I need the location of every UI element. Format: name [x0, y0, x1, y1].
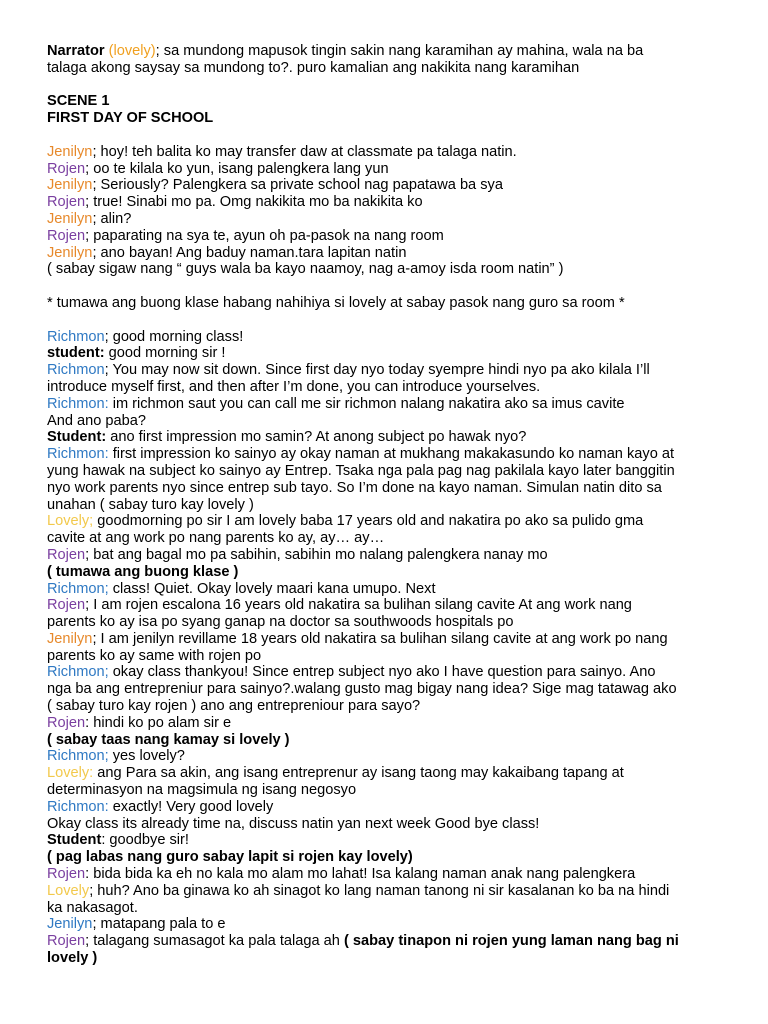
script-line — [47, 748, 737, 765]
speaker-name: Richmon: — [47, 395, 109, 412]
speaker-name: Jenilyn — [47, 177, 93, 194]
bold-text: ( sabay taas nang kamay si lovely ) — [47, 731, 290, 748]
line-text: ( sabay sigaw nang “ guys wala ba kayo naamoy, nag a-amoy isda room natin” ) — [47, 261, 564, 278]
script-line — [47, 782, 737, 799]
line-text: good morning sir ! — [104, 345, 226, 362]
script-line — [47, 832, 737, 849]
speaker-name: Richmon — [47, 328, 105, 345]
bold-text: SCENE 1 — [47, 93, 110, 110]
script-line — [47, 329, 737, 346]
line-text: ; I am jenilyn revillame 18 years old nakatira sa bulihan silang cavite at ang work po nang — [92, 630, 668, 647]
script-line — [47, 345, 737, 362]
speaker-name: Richmon: — [47, 446, 109, 463]
script-line — [47, 110, 737, 127]
speaker-name: Rojen — [47, 160, 86, 177]
script-line — [47, 413, 737, 430]
line-text: ; ano bayan! Ang baduy naman.tara lapitan natin — [92, 244, 407, 261]
line-text: ; oo te kilala ko yun, isang palengkera lang yun — [85, 160, 389, 177]
line-text: ( sabay turo kay rojen ) ano ang entrepreniour para sayo? — [47, 698, 421, 715]
script-line — [47, 547, 737, 564]
line-text: ; talagang sumasagot ka pala talaga ah — [85, 933, 344, 950]
line-text: ; You may now sit down. Since first day nyo today syempre hindi nyo pa ako kilala I’ll — [104, 362, 650, 379]
speaker-name: Jenilyn — [47, 210, 93, 227]
script-line — [47, 245, 737, 262]
speaker-name: Richmon; — [47, 748, 109, 765]
line-text: introduce myself first, and then after I’m done, you can introduce yourselves. — [47, 378, 541, 395]
script-line — [47, 194, 737, 211]
line-text: ; good morning class! — [104, 328, 244, 345]
line-text: ; bat ang bagal mo pa sabihin, sabihin mo nalang palengkera nanay mo — [85, 546, 548, 563]
script-line — [47, 799, 737, 816]
script-line — [47, 916, 737, 933]
script-document — [47, 43, 737, 967]
speaker-name: (lovely) — [108, 43, 156, 59]
line-text: ka nakasagot. — [47, 899, 138, 916]
speaker-name: Jenilyn — [47, 916, 93, 933]
script-line — [47, 950, 737, 967]
line-text: ; huh? Ano ba ginawa ko ah sinagot ko lang naman tanong ni sir kasalanan ko ba na hindi — [89, 882, 670, 899]
script-line — [47, 480, 737, 497]
script-line — [47, 228, 737, 245]
speaker-name: Rojen — [47, 933, 86, 950]
script-line — [47, 698, 737, 715]
line-text: ; matapang pala to e — [92, 916, 226, 933]
script-line — [47, 161, 737, 178]
line-text: ; hoy! teh balita ko may transfer daw at classmate pa talaga natin. — [92, 143, 517, 160]
line-text: determinasyon na magsimula ng isang negosyo — [47, 782, 357, 799]
line-text: cavite at ang work po nang parents ko ay, ay… ay… — [47, 530, 385, 547]
script-line — [47, 564, 737, 581]
bold-text: Student: — [47, 429, 107, 446]
blank-line — [47, 127, 737, 144]
script-line — [47, 631, 737, 648]
line-text: ; sa mundong mapusok tingin sakin nang karamihan ay mahina, wala na ba — [155, 43, 644, 59]
script-line — [47, 664, 737, 681]
script-line — [47, 900, 737, 917]
blank-line — [47, 77, 737, 94]
line-text: parents ko ay same with rojen po — [47, 647, 262, 664]
speaker-name: Richmon: — [47, 798, 109, 815]
speaker-name: Lovely: — [47, 765, 94, 782]
script-line — [47, 429, 737, 446]
script-line — [47, 530, 737, 547]
line-text: nga ba ang entrepreniur para sainyo?.walang gusto mag bigay nang idea? Sige mag tatawag ako — [47, 681, 677, 698]
script-line — [47, 93, 737, 110]
script-line — [47, 816, 737, 833]
bold-text: Student — [47, 832, 102, 849]
line-text: ; I am rojen escalona 16 years old nakatira sa bulihan silang cavite At ang work nang — [85, 597, 632, 614]
script-line — [47, 732, 737, 749]
script-line — [47, 513, 737, 530]
script-line — [47, 715, 737, 732]
script-line — [47, 60, 737, 77]
speaker-name: Rojen — [47, 194, 86, 211]
script-line — [47, 849, 737, 866]
line-text: ; paparating na sya te, ayun oh pa-pasok na nang room — [85, 227, 444, 244]
line-text: ano first impression mo samin? At anong subject po hawak nyo? — [106, 429, 527, 446]
bold-text: student: — [47, 345, 105, 362]
line-text: yes lovely? — [108, 748, 185, 765]
script-line — [47, 581, 737, 598]
speaker-name: Rojen — [47, 546, 86, 563]
bold-text: lovely ) — [47, 950, 98, 967]
speaker-name: Lovely — [47, 882, 90, 899]
line-text: : bida bida ka eh no kala mo alam mo lahat! Isa kalang naman anak nang palengkera — [85, 866, 636, 883]
script-line — [47, 866, 737, 883]
line-text: * tumawa ang buong klase habang nahihiya si lovely at sabay pasok nang guro sa room * — [47, 294, 625, 311]
speaker-name: Richmon; — [47, 580, 109, 597]
script-line — [47, 295, 737, 312]
line-text: goodmorning po sir I am lovely baba 17 years old and nakatira po ako sa pulido gma — [93, 513, 644, 530]
line-text: exactly! Very good lovely — [108, 798, 274, 815]
speaker-name: Richmon; — [47, 664, 109, 681]
script-line — [47, 43, 737, 60]
line-text: : hindi ko po alam sir e — [85, 714, 232, 731]
speaker-name: Jenilyn — [47, 143, 93, 160]
line-text: im richmon saut you can call me sir richmon nalang nakatira ako sa imus cavite — [108, 395, 625, 412]
line-text: And ano paba? — [47, 412, 147, 429]
speaker-name: Rojen — [47, 714, 86, 731]
script-line — [47, 497, 737, 514]
script-line — [47, 177, 737, 194]
speaker-name: Lovely; — [47, 513, 94, 530]
script-line — [47, 765, 737, 782]
script-line — [47, 362, 737, 379]
line-text: class! Quiet. Okay lovely maari kana umupo. Next — [108, 580, 436, 597]
line-text: : goodbye sir! — [101, 832, 189, 849]
line-text: talaga akong saysay sa mundong to?. puro kamalian ang nakikita nang karamihan — [47, 59, 580, 76]
line-text: unahan ( sabay turo kay lovely ) — [47, 496, 254, 513]
script-line — [47, 933, 737, 950]
blank-line — [47, 278, 737, 295]
script-line — [47, 379, 737, 396]
script-line — [47, 446, 737, 463]
line-text: first impression ko sainyo ay okay naman at mukhang makakasundo ko naman kayo at — [108, 446, 675, 463]
line-text: yung hawak na subject ko sainyo ay Entrep. Tsaka nga pala pag nag pakilala kayo later banggitin — [47, 462, 675, 479]
blank-line — [47, 312, 737, 329]
script-line — [47, 648, 737, 665]
speaker-name: Richmon — [47, 362, 105, 379]
script-line — [47, 463, 737, 480]
bold-text: FIRST DAY OF SCHOOL — [47, 110, 214, 127]
script-line — [47, 396, 737, 413]
speaker-name: Jenilyn — [47, 630, 93, 647]
script-line — [47, 597, 737, 614]
script-line — [47, 144, 737, 161]
bold-text: ( pag labas nang guro sabay lapit si rojen kay lovely) — [47, 849, 413, 866]
line-text: ang Para sa akin, ang isang entreprenur ay isang taong may kakaibang tapang at — [93, 765, 624, 782]
script-line — [47, 681, 737, 698]
line-text: nyo work parents nyo since entrep sub tayo. So I’m done na kayo naman. Simulan natin dito sa — [47, 479, 662, 496]
line-text: Okay class its already time na, discuss natin yan next week Good bye class! — [47, 815, 540, 832]
line-text: ; true! Sinabi mo pa. Omg nakikita mo ba nakikita ko — [85, 194, 423, 211]
speaker-name: Rojen — [47, 227, 86, 244]
bold-text: ( sabay tinapon ni rojen yung laman nang bag ni — [343, 933, 679, 950]
speaker-name: Jenilyn — [47, 244, 93, 261]
speaker-name: Rojen — [47, 597, 86, 614]
bold-text: Narrator — [47, 43, 109, 59]
script-line — [47, 614, 737, 631]
line-text: ; Seriously? Palengkera sa private school nag papatawa ba sya — [92, 177, 503, 194]
script-line — [47, 261, 737, 278]
bold-text: ( tumawa ang buong klase ) — [47, 563, 239, 580]
line-text: okay class thankyou! Since entrep subject nyo ako I have question para sainyo. Ano — [108, 664, 656, 681]
line-text: ; alin? — [92, 210, 132, 227]
speaker-name: Rojen — [47, 866, 86, 883]
script-line — [47, 883, 737, 900]
line-text: parents ko ay isa po syang ganap na doctor sa southwoods hospitals po — [47, 614, 514, 631]
script-line — [47, 211, 737, 228]
